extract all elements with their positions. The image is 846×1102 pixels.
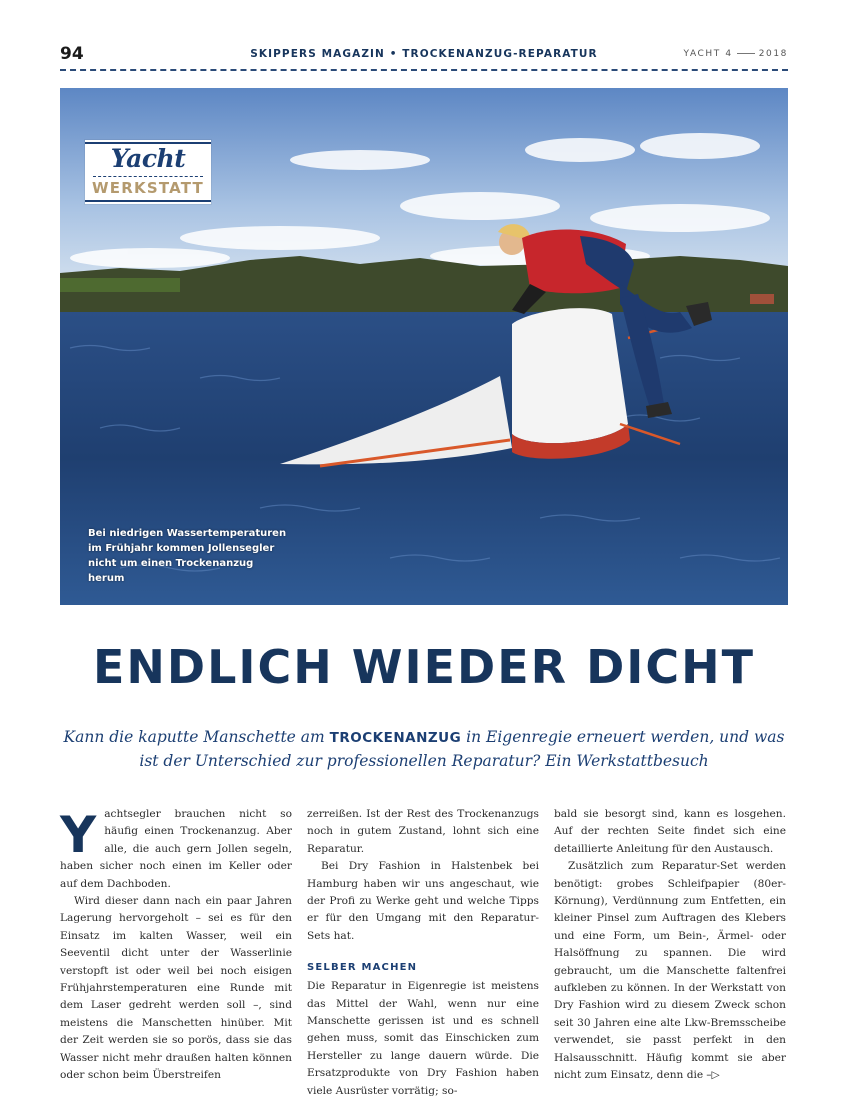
body-paragraph: Die Reparatur in Eigenregie ist meistens das Mittel der Wahl, wenn nur eine Manschette gerissen ist und es schnell gehen muss, somit das Einschicken zum Hersteller zu lange dauern würde. Die Ersatzprodukte von Dry Fashion haben viele Ausrüster vorrätig; so- [307, 980, 539, 1097]
shore-house [750, 294, 774, 304]
article-deck [60, 726, 788, 773]
header-rule [60, 69, 788, 71]
issue-label [684, 49, 788, 59]
continue-arrow-icon: –▷ [706, 1069, 720, 1082]
werkstatt-badge [85, 140, 211, 204]
body-paragraph: zerreißen. Ist der Rest des Trockenanzugs noch in gutem Zustand, lohnt sich eine Reparatur. [307, 808, 539, 855]
article-headline: ENDLICH WIEDER DICHT [92, 640, 756, 694]
running-head: SKIPPERS MAGAZIN • TROCKENANZUG-REPARATUR [250, 48, 598, 60]
issue-name: YACHT 4 [683, 49, 733, 59]
body-column-2 [307, 806, 539, 1100]
badge-divider [93, 176, 203, 177]
badge-brand-logo: Yacht [110, 144, 186, 173]
paragraph-text: achtsegler brauchen nicht so häufig einen Trockenanzug. Aber alle, die auch gern Jollen segeln, haben sicher noch einen im Keller oder auf dem Dachboden. [60, 808, 292, 890]
body-column-1 [60, 806, 292, 1085]
body-paragraph: Bei Dry Fashion in Halstenbek bei Hamburg haben wir uns angeschaut, wie der Profi zu Werke geht und welche Tipps er für den Umgang mit den Reparatur-Sets hat. [307, 860, 539, 942]
badge-label: WERKSTATT [92, 179, 204, 197]
body-column-3 [554, 806, 786, 1085]
body-paragraph: bald sie besorgt sind, kann es losgehen. Auf der rechten Seite findet sich eine detaillierte Anleitung für den Austausch. [554, 808, 786, 855]
body-paragraph [554, 858, 786, 1084]
hero-photo [60, 88, 788, 605]
page-header [60, 44, 788, 66]
paragraph-text: Zusätzlich zum Reparatur-Set werden benötigt: grobes Schleifpapier (80er-Körnung), Verdünnung zum Entfetten, ein kleiner Pinsel zum Auftragen des Klebers und eine Form, um Bein-, Ärmel- oder Halsöffnung zu spannen. Die wird gebraucht, um die Manschette faltenfrei aufkleben zu können. In der Werkstatt von Dry Fashion wird zu diesem Zweck schon seit 30 Jahren eine alte Lkw-Bremsscheibe verwendet, sie passt perfekt in den Halsausschnitt. Häufig kommt sie aber nicht zum Einsatz, denn die [554, 860, 786, 1082]
body-paragraph: Wird dieser dann nach ein paar Jahren Lagerung hervorgeholt – sei es für den Einsatz im kalten Wasser, weil ein Seeventil dicht unter der Wasserlinie verstopft ist oder weil bei noch eisigen Frühjahrstemperaturen eine Runde mit dem Laser gedreht werden soll –, sind meistens die Manschetten hinüber. Mit der Zeit werden sie so porös, dass sie das Wasser nicht mehr draußen halten können oder schon beim Überstreifen [60, 895, 292, 1082]
issue-dash [737, 53, 755, 54]
section-subhead: SELBER MACHEN [307, 962, 418, 974]
deck-text-end: in Eigenregie erneuert werden, und was ist der Unterschied zur professionellen Reparatur? Ein Werkstattbesuch [139, 728, 785, 770]
deck-keyword: TROCKENANZUG [329, 730, 462, 746]
shore-field [60, 278, 180, 292]
dinghy-hull [512, 308, 628, 443]
deck-text-start: Kann die kaputte Manschette am [63, 728, 325, 746]
drop-cap: Y [60, 806, 97, 864]
issue-year: 2018 [758, 49, 788, 59]
page-number: 94 [60, 44, 84, 64]
photo-caption: Bei niedrigen Wassertemperaturen im Frühjahr kommen Jollensegler nicht um einen Trockenanzug herum [88, 528, 287, 584]
badge-bottom-line [85, 200, 211, 202]
body-paragraph [60, 806, 292, 893]
